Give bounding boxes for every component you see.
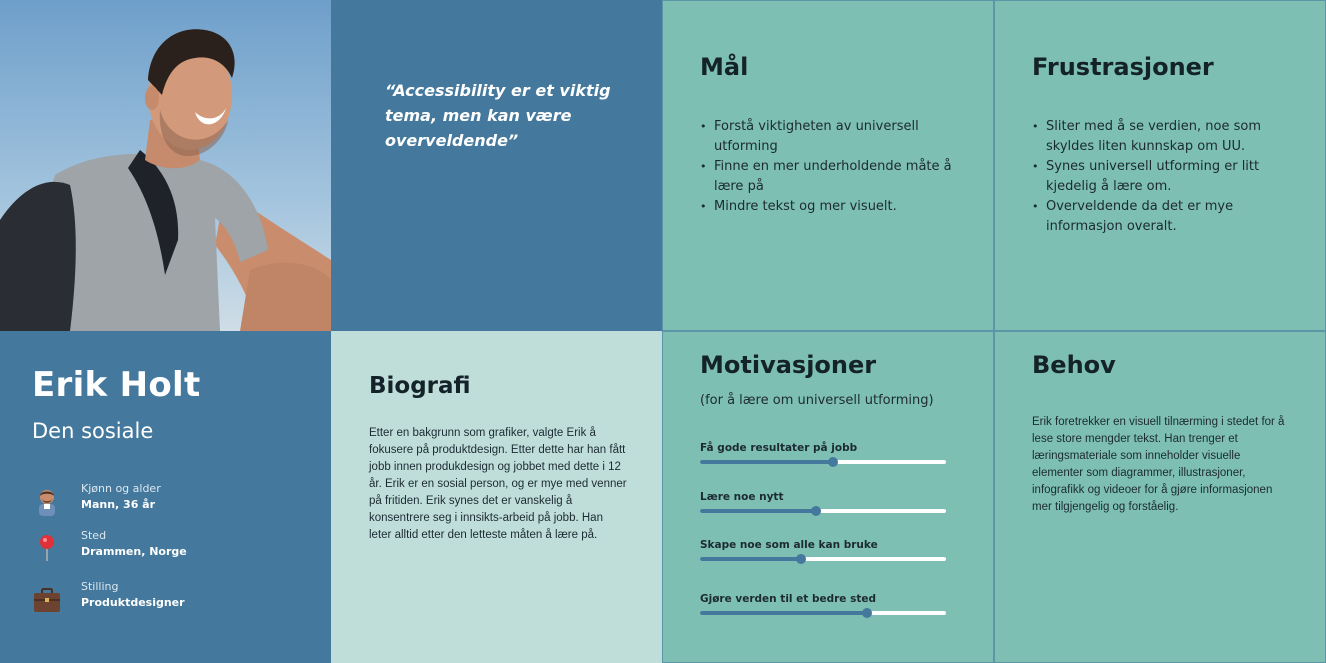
slider-thumb: [796, 554, 806, 564]
info-label: Sted: [81, 529, 107, 542]
list-item: • Sliter med å se verdien, noe som skyldes liten kunnskap om UU.: [1032, 117, 1272, 157]
biography-text: Etter en bakgrunn som grafiker, valgte Erik å fokusere på produktdesign. Etter dette har han fått jobb innen produkdesign og jobbet med dette i 12 år. Erik er en sosial person, og er mye med venner på fritiden. Erik synes det er vanskelig å konsentrere seg i innsikts-arbeid på jobb. Han leter alltid etter den letteste måten å lære på.: [369, 427, 627, 541]
slider-label: Lære noe nytt: [700, 491, 784, 503]
frustrations-list: [1032, 117, 1272, 237]
biography-panel: [331, 331, 662, 663]
profile-photo: [0, 0, 331, 331]
biography-title: Biografi: [369, 373, 471, 399]
motivation-slider: [700, 539, 946, 561]
motivation-slider: [700, 491, 946, 513]
slider-fill: [700, 509, 816, 513]
frustrations-title: Frustrasjoner: [1032, 53, 1214, 81]
list-item: • Synes universell utforming er litt kjedelig å lære om.: [1032, 157, 1272, 197]
needs-text: Erik foretrekker en visuell tilnærming i stedet for å lese store mengder tekst. Han trenger et læringsmateriale som inneholder visuelle elementer som diagrammer, illustrasjoner, infografikk og videoer for å gjøre informasjonen mer tilgjengelig og forståelig.: [1032, 416, 1285, 513]
slider-fill: [700, 460, 833, 464]
persona-quote: “Accessibility er et viktig tema, men kan være overveldende”: [385, 81, 611, 150]
quote-panel: [331, 0, 662, 331]
profile-panel: [0, 331, 331, 663]
slider-track: [700, 611, 946, 615]
man-icon: [32, 486, 62, 516]
slider-fill: [700, 557, 801, 561]
motivation-slider: [700, 442, 946, 464]
goals-title: Mål: [700, 53, 749, 81]
info-label: Kjønn og alder: [81, 482, 161, 495]
info-job: [32, 580, 312, 620]
motivations-panel: [662, 331, 994, 663]
list-item: • Overveldende da det er mye informasjon overalt.: [1032, 197, 1272, 237]
man-portrait-illustration: [0, 0, 331, 331]
slider-thumb: [828, 457, 838, 467]
info-gender-age: [32, 482, 312, 522]
slider-thumb: [811, 506, 821, 516]
info-value: Drammen, Norge: [81, 545, 187, 558]
slider-thumb: [862, 608, 872, 618]
info-label: Stilling: [81, 580, 119, 593]
needs-panel: [994, 331, 1326, 663]
motivations-title: Motivasjoner: [700, 351, 877, 379]
needs-title: Behov: [1032, 351, 1116, 379]
info-location: [32, 529, 312, 569]
list-item: • Forstå viktigheten av universell utforming: [700, 117, 962, 157]
persona-type: Den sosiale: [32, 419, 154, 443]
goals-panel: [662, 0, 994, 331]
goals-list: [700, 117, 962, 217]
slider-track: [700, 557, 946, 561]
slider-label: Gjøre verden til et bedre sted: [700, 593, 876, 605]
slider-track: [700, 460, 946, 464]
info-value: Produktdesigner: [81, 596, 185, 609]
briefcase-icon: [32, 584, 62, 614]
slider-fill: [700, 611, 867, 615]
motivations-subtitle: (for å lære om universell utforming): [700, 393, 934, 408]
frustrations-panel: [994, 0, 1326, 331]
persona-name: Erik Holt: [32, 365, 201, 405]
location-pin-icon: [32, 533, 62, 563]
slider-label: Skape noe som alle kan bruke: [700, 539, 878, 551]
list-item: • Finne en mer underholdende måte å lære på: [700, 157, 962, 197]
info-value: Mann, 36 år: [81, 498, 156, 511]
slider-track: [700, 509, 946, 513]
motivation-slider: [700, 593, 946, 615]
slider-label: Få gode resultater på jobb: [700, 442, 858, 454]
list-item: • Mindre tekst og mer visuelt.: [700, 197, 962, 217]
